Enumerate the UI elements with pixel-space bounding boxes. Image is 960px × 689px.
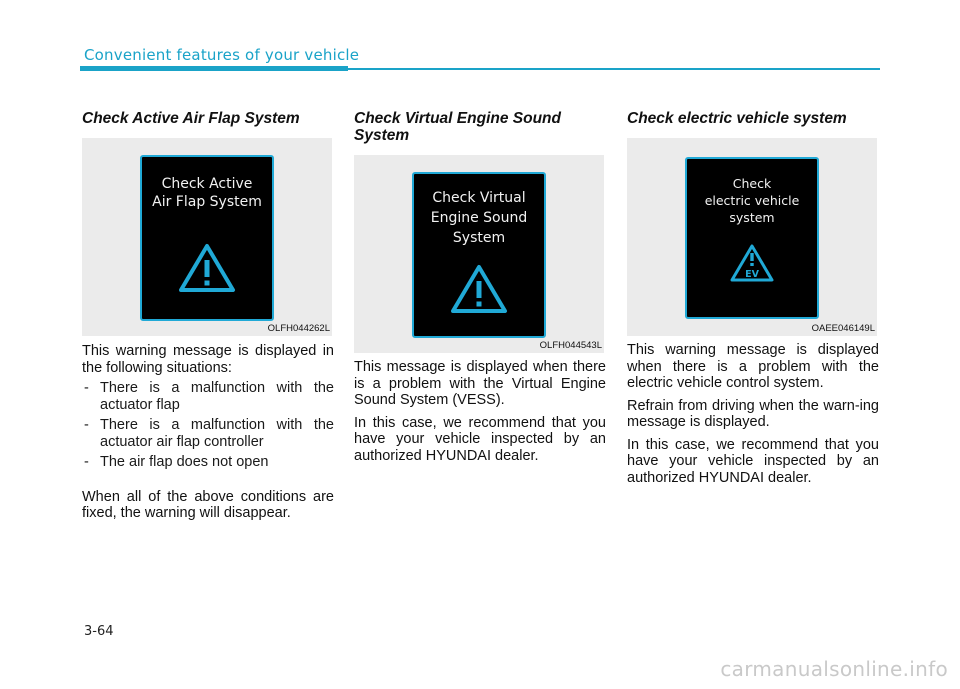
section-electric-vehicle-system bbox=[627, 110, 879, 486]
watermark: carmanualsonline.info bbox=[720, 657, 948, 681]
cluster-display bbox=[140, 155, 274, 321]
list-item: - There is a malfunction with the actuator flap bbox=[84, 380, 334, 413]
figure-code: OLFH044543L bbox=[539, 340, 602, 351]
figure-code: OAEE046149L bbox=[811, 323, 875, 334]
warning-triangle-icon bbox=[178, 243, 236, 293]
chapter-title: Convenient features of your vehicle bbox=[84, 46, 360, 64]
condition-list bbox=[82, 380, 334, 471]
display-message: Check electric vehicle system bbox=[704, 176, 800, 225]
section-title: Check Virtual Engine Sound System bbox=[354, 110, 561, 144]
display-message: Check Active Air Flap System bbox=[152, 176, 262, 210]
paragraph: In this case, we recommend that you have your vehicle inspected by an authorized HYUNDAI dealer. bbox=[627, 436, 879, 486]
section-title: Check Active Air Flap System bbox=[82, 110, 300, 127]
header-rule-thick bbox=[80, 66, 348, 71]
figure-virtual-engine-sound bbox=[354, 155, 604, 353]
header-rule-thin bbox=[348, 68, 880, 70]
paragraph: Refrain from driving when the warn-ing message is displayed. bbox=[627, 397, 879, 430]
section-title: Check electric vehicle system bbox=[627, 110, 847, 127]
list-item: - The air flap does not open bbox=[84, 454, 269, 470]
cluster-display bbox=[685, 157, 819, 319]
ev-label: EV bbox=[745, 269, 759, 280]
figure-electric-vehicle-system bbox=[627, 138, 877, 336]
warning-triangle-icon bbox=[450, 264, 508, 314]
closing-text: When all of the above conditions are fixed, the warning will disappear. bbox=[82, 488, 334, 521]
cluster-display bbox=[412, 172, 546, 338]
section-active-air-flap bbox=[82, 110, 334, 522]
paragraph: This message is displayed when there is a problem with the Virtual Engine Sound System (VESS). bbox=[354, 359, 606, 408]
paragraph: This warning message is displayed when there is a problem with the electric vehicle control system. bbox=[627, 342, 879, 391]
intro-text: This warning message is displayed in the following situations: bbox=[82, 343, 334, 376]
figure-code: OLFH044262L bbox=[267, 323, 330, 334]
list-item: - There is a malfunction with the actuator air flap controller bbox=[84, 417, 334, 450]
ev-warning-icon bbox=[729, 243, 775, 283]
page-number: 3-64 bbox=[84, 624, 114, 639]
paragraph: In this case, we recommend that you have your vehicle inspected by an authorized HYUNDAI dealer. bbox=[354, 414, 606, 464]
section-virtual-engine-sound bbox=[354, 110, 606, 464]
display-message: Check Virtual Engine Sound System bbox=[430, 190, 528, 246]
figure-active-air-flap bbox=[82, 138, 332, 336]
